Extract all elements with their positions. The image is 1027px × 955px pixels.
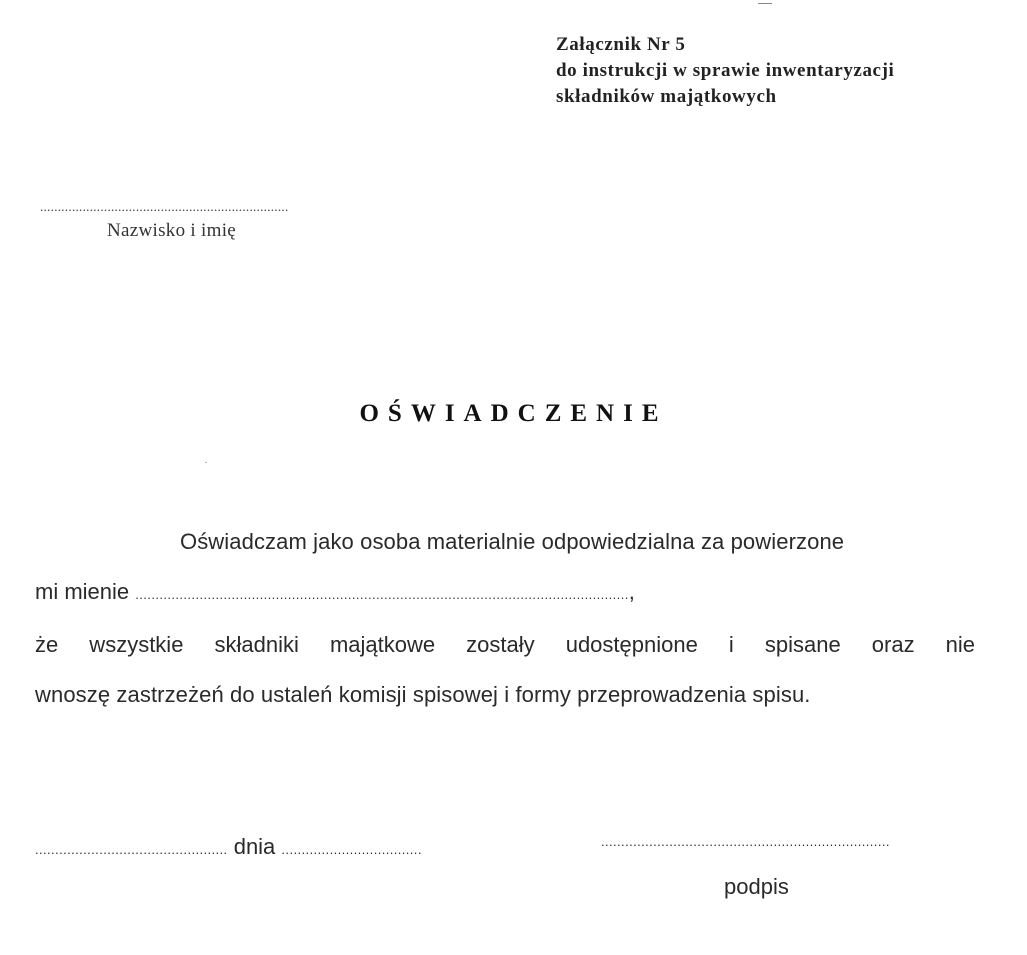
attachment-header — [556, 32, 894, 110]
scan-speck — [205, 462, 207, 463]
name-caption: Nazwisko i imię — [107, 220, 237, 241]
document-title: OŚWIADCZENIE — [359, 400, 668, 427]
declaration-body — [35, 517, 975, 720]
body-line-2 — [35, 567, 975, 620]
scan-mark — [758, 0, 772, 4]
place-fill-line[interactable]: ................................................ — [35, 842, 228, 857]
attachment-number: Załącznik Nr 5 — [556, 34, 686, 55]
signature-fill-line[interactable]: ........................................................................ — [601, 834, 890, 849]
attachment-reference: do instrukcji w sprawie inwentaryzacji — [556, 60, 895, 81]
body-line-4: wnoszę zastrzeżeń do ustaleń komisji spisowej i formy przeprowadzenia spisu. — [35, 682, 811, 707]
date-fill-line[interactable]: ................................... — [281, 842, 422, 857]
attachment-subject: składników majątkowych — [556, 86, 777, 107]
name-fill-line[interactable]: ...................................................................... — [40, 199, 289, 214]
body-line-3: że wszystkie składniki majątkowe zostały udostępnione i spisane oraz nie — [35, 632, 975, 657]
name-field — [40, 200, 289, 242]
property-comma: , — [628, 579, 635, 604]
body-line-1: Oświadczam jako osoba materialnie odpowiedzialna za powierzone — [180, 529, 845, 554]
signature-label: podpis — [724, 874, 789, 899]
place-date-field — [35, 834, 422, 860]
property-fill-line[interactable]: ........................................................................................................................... — [135, 587, 629, 602]
property-label: mi mienie — [35, 579, 130, 604]
date-label: dnia — [233, 834, 276, 859]
